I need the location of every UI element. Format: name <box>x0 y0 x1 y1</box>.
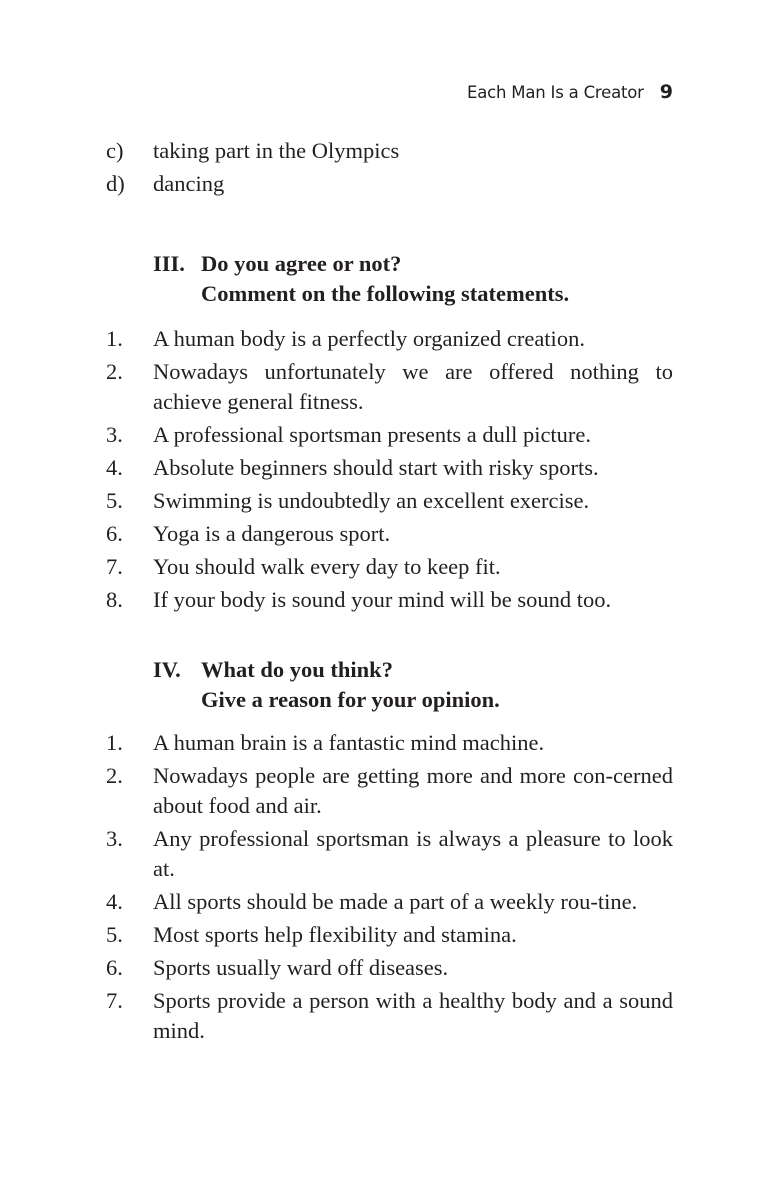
page-content <box>106 136 673 1049</box>
list-marker: 1. <box>106 326 123 351</box>
list-item <box>106 887 673 917</box>
list-marker: 7. <box>106 988 123 1013</box>
list-marker: 2. <box>106 763 123 788</box>
running-header-title: Each Man Is a Creator <box>466 83 644 102</box>
section-number: IV. <box>153 657 181 682</box>
list-marker: 8. <box>106 587 123 612</box>
statement-list-iv <box>106 728 673 1046</box>
list-text: Nowadays people are getting more and more con-cerned about food and air. <box>153 763 673 818</box>
section-instruction: Comment on the following statements. <box>201 281 570 306</box>
list-text: You should walk every day to keep fit. <box>153 554 501 579</box>
section-instruction: Give a reason for your opinion. <box>201 687 500 712</box>
list-item <box>106 920 673 950</box>
list-marker: 6. <box>106 955 123 980</box>
list-text: Yoga is a dangerous sport. <box>153 521 391 546</box>
list-marker: 5. <box>106 488 123 513</box>
list-text: Nowadays unfortunately we are offered nothing to achieve general fitness. <box>153 359 673 414</box>
page-number: 9 <box>659 81 673 103</box>
list-marker: c) <box>106 138 124 163</box>
section-title: What do you think? <box>201 657 393 682</box>
list-text: A human brain is a fantastic mind machine. <box>153 730 545 755</box>
section-heading-iii <box>106 249 673 309</box>
list-marker: 5. <box>106 922 123 947</box>
list-text: If your body is sound your mind will be sound too. <box>153 587 612 612</box>
list-text: A professional sportsman presents a dull picture. <box>153 422 592 447</box>
list-item <box>106 824 673 884</box>
running-header <box>467 81 673 103</box>
list-item <box>106 453 673 483</box>
list-text: Sports usually ward off diseases. <box>153 955 449 980</box>
list-item <box>106 136 673 166</box>
list-text: Absolute beginners should start with risky sports. <box>153 455 599 480</box>
list-text: Most sports help flexibility and stamina. <box>153 922 517 947</box>
list-marker: 6. <box>106 521 123 546</box>
list-marker: 1. <box>106 730 123 755</box>
list-item <box>106 953 673 983</box>
list-text: A human body is a perfectly organized creation. <box>153 326 585 351</box>
list-marker: d) <box>106 171 125 196</box>
list-marker: 2. <box>106 359 123 384</box>
list-text: Any professional sportsman is always a pleasure to look at. <box>153 826 673 881</box>
list-item <box>106 986 673 1046</box>
list-marker: 3. <box>106 422 123 447</box>
list-item <box>106 519 673 549</box>
list-text: Swimming is undoubtedly an excellent exercise. <box>153 488 590 513</box>
list-marker: 7. <box>106 554 123 579</box>
list-item <box>106 585 673 615</box>
list-item <box>106 486 673 516</box>
list-item <box>106 420 673 450</box>
list-item <box>106 357 673 417</box>
list-text: dancing <box>153 171 225 196</box>
section-number: III. <box>153 251 185 276</box>
list-marker: 4. <box>106 889 123 914</box>
list-item <box>106 761 673 821</box>
list-item <box>106 324 673 354</box>
list-item <box>106 728 673 758</box>
list-marker: 4. <box>106 455 123 480</box>
section-title: Do you agree or not? <box>201 251 402 276</box>
statement-list-iii <box>106 324 673 615</box>
list-text: taking part in the Olympics <box>153 138 400 163</box>
list-item <box>106 169 673 199</box>
section-heading-iv <box>106 655 673 715</box>
list-text: Sports provide a person with a healthy body and a sound mind. <box>153 988 673 1043</box>
list-item <box>106 552 673 582</box>
list-marker: 3. <box>106 826 123 851</box>
list-text: All sports should be made a part of a weekly rou-tine. <box>153 889 638 914</box>
letter-list <box>106 136 673 199</box>
